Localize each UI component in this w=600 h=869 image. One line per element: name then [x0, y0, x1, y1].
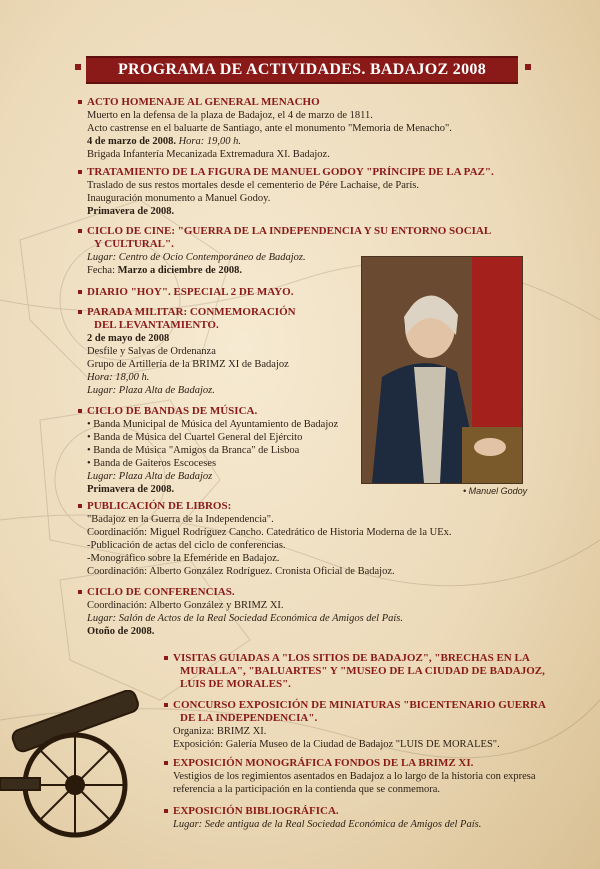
line-text-emphasis: Marzo a diciembre de 2008.: [117, 265, 242, 276]
line-text-emphasis: Hora: 19,00 h.: [175, 136, 241, 147]
line-text: Inauguración monumento a Manuel Godoy.: [87, 193, 271, 204]
program-title: PROGRAMA DE ACTIVIDADES. BADAJOZ 2008: [117, 61, 487, 78]
section-line: [164, 738, 546, 751]
section-line: [78, 418, 338, 431]
line-text: Lugar: Sede antigua de la Real Sociedad Económica de Amigos del País.: [173, 819, 482, 830]
program-section: [78, 166, 494, 218]
section-heading: CONCURSO EXPOSICIÓN DE MINIATURAS "BICENTENARIO GUERRA: [164, 699, 546, 712]
section-line: [78, 612, 403, 625]
section-line: [78, 148, 452, 161]
section-heading: ACTO HOMENAJE AL GENERAL MENACHO: [78, 96, 452, 109]
section-line: [78, 179, 494, 192]
program-section: [164, 652, 545, 691]
line-text: Brigada Infantería Mecanizada Extremadura XI. Badajoz.: [87, 149, 330, 160]
line-text: Acto castrense en el baluarte de Santiago, ante el monumento "Memoria de Menacho".: [87, 123, 452, 134]
section-line: [164, 818, 481, 831]
line-text: • Banda de Música "Amigos da Branca" de Lisboa: [87, 445, 300, 456]
program-section: [164, 805, 481, 831]
section-line: [78, 109, 452, 122]
section-line: [78, 552, 452, 565]
section-line: [78, 444, 338, 457]
section-heading: EXPOSICIÓN MONOGRÁFICA FONDOS DE LA BRIMZ XI.: [164, 757, 536, 770]
line-text: Organiza: BRIMZ XI.: [173, 726, 267, 737]
program-section: [78, 306, 296, 397]
section-heading: PUBLICACIÓN DE LIBROS:: [78, 500, 452, 513]
line-text: -Monográfico sobre la Efeméride en Badajoz.: [87, 553, 280, 564]
line-text: Exposición: Galería Museo de la Ciudad de Badajoz "LUIS DE MORALES".: [173, 739, 500, 750]
program-section: [164, 757, 536, 796]
section-heading: Y CULTURAL".: [94, 238, 174, 250]
section-line: [78, 332, 296, 345]
line-text: Traslado de sus restos mortales desde el cementerio de Pére Lachaise, de París.: [87, 180, 420, 191]
section-line: [78, 483, 338, 496]
line-text: Grupo de Artillería de la BRIMZ XI de Badajoz: [87, 359, 289, 370]
line-text: Vestigios de los regimientos asentados en Badajoz a lo largo de la historia con expresa: [173, 771, 536, 782]
program-section: [78, 586, 403, 638]
line-text: Lugar: Centro de Ocio Contemporáneo de Badajoz.: [87, 252, 306, 263]
section-line: [78, 371, 296, 384]
program-section: [78, 500, 452, 578]
line-text: Coordinación: Miguel Rodríguez Cancho. Catedrático de Historia Moderna de la UEx.: [87, 527, 452, 538]
section-heading: CICLO DE CONFERENCIAS.: [78, 586, 403, 599]
manuel-godoy-portrait: [361, 256, 523, 484]
section-line: [78, 625, 403, 638]
line-text: 4 de marzo de 2008.: [87, 136, 176, 147]
section-heading: DEL LEVANTAMIENTO.: [94, 319, 219, 331]
line-text: • Banda de Gaiteros Escoceses: [87, 458, 217, 469]
line-text: Lugar: Salón de Actos de la Real Sociedad Económica de Amigos del País.: [87, 613, 404, 624]
section-heading: MURALLA", "BALUARTES" Y "MUSEO DE LA CIUDAD DE BADAJOZ,: [180, 665, 545, 677]
section-line: [78, 565, 452, 578]
section-line: [78, 345, 296, 358]
section-heading: DIARIO "HOY". ESPECIAL 2 DE MAYO.: [78, 286, 293, 299]
line-text: Primavera de 2008.: [87, 484, 175, 495]
portrait-caption: • Manuel Godoy: [463, 486, 528, 496]
program-section: [78, 405, 338, 496]
line-text: Otoño de 2008.: [87, 626, 155, 637]
section-line: [164, 725, 546, 738]
section-line: [164, 770, 536, 783]
line-text: • Banda de Música del Cuartel General del Ejército: [87, 432, 303, 443]
section-line: [78, 431, 338, 444]
banner-marker-right: [525, 64, 531, 70]
banner-marker-left: [75, 64, 81, 70]
section-heading: DE LA INDEPENDENCIA".: [180, 712, 318, 724]
line-text: 2 de mayo de 2008: [87, 333, 170, 344]
section-line: [78, 384, 296, 397]
section-line: [164, 783, 536, 796]
section-heading: TRATAMIENTO DE LA FIGURA DE MANUEL GODOY "PRÍNCIPE DE LA PAZ".: [78, 166, 494, 179]
line-text: • Banda Municipal de Música del Ayuntamiento de Badajoz: [87, 419, 339, 430]
section-heading: CICLO DE BANDAS DE MÚSICA.: [78, 405, 338, 418]
section-heading: VISITAS GUIADAS A "LOS SITIOS DE BADAJOZ", "BRECHAS EN LA: [164, 652, 545, 665]
line-text: -Publicación de actas del ciclo de conferencias.: [87, 540, 286, 551]
section-line: [78, 358, 296, 371]
section-line: [78, 526, 452, 539]
program-section: [78, 286, 293, 299]
line-text: Desfile y Salvas de Ordenanza: [87, 346, 216, 357]
line-text: Coordinación: Alberto González Rodríguez. Cronista Oficial de Badajoz.: [87, 566, 395, 577]
line-text: Fecha:: [87, 265, 118, 276]
section-heading: LUIS DE MORALES".: [180, 678, 291, 690]
section-line: [78, 513, 452, 526]
program-section: [78, 96, 452, 161]
portrait-figure-icon: [362, 257, 522, 483]
line-text: Lugar: Plaza Alta de Badajoz: [87, 471, 213, 482]
line-text: referencia a la participación en la contienda que se conmemora.: [173, 784, 441, 795]
line-text: Hora: 18,00 h.: [87, 372, 150, 383]
section-line: [78, 599, 403, 612]
section-heading: PARADA MILITAR: CONMEMORACIÓN: [78, 306, 296, 319]
program-banner: [86, 56, 518, 84]
section-heading: EXPOSICIÓN BIBLIOGRÁFICA.: [164, 805, 481, 818]
line-text: Muerto en la defensa de la plaza de Badajoz, el 4 de marzo de 1811.: [87, 110, 373, 121]
section-line: [78, 192, 494, 205]
line-text: "Badajoz en la Guerra de la Independencia".: [87, 514, 274, 525]
section-heading: CICLO DE CINE: "GUERRA DE LA INDEPENDENCIA Y SU ENTORNO SOCIAL: [78, 225, 491, 238]
program-section: [164, 699, 546, 751]
section-line: [78, 539, 452, 552]
line-text: Primavera de 2008.: [87, 206, 175, 217]
line-text: Coordinación: Alberto González y BRIMZ XI.: [87, 600, 284, 611]
section-line: [78, 205, 494, 218]
line-text: Lugar: Plaza Alta de Badajoz.: [87, 385, 215, 396]
section-line: [78, 457, 338, 470]
section-line: [78, 122, 452, 135]
section-line: [78, 470, 338, 483]
cannon-illustration: [0, 690, 150, 869]
section-line: [78, 135, 452, 148]
